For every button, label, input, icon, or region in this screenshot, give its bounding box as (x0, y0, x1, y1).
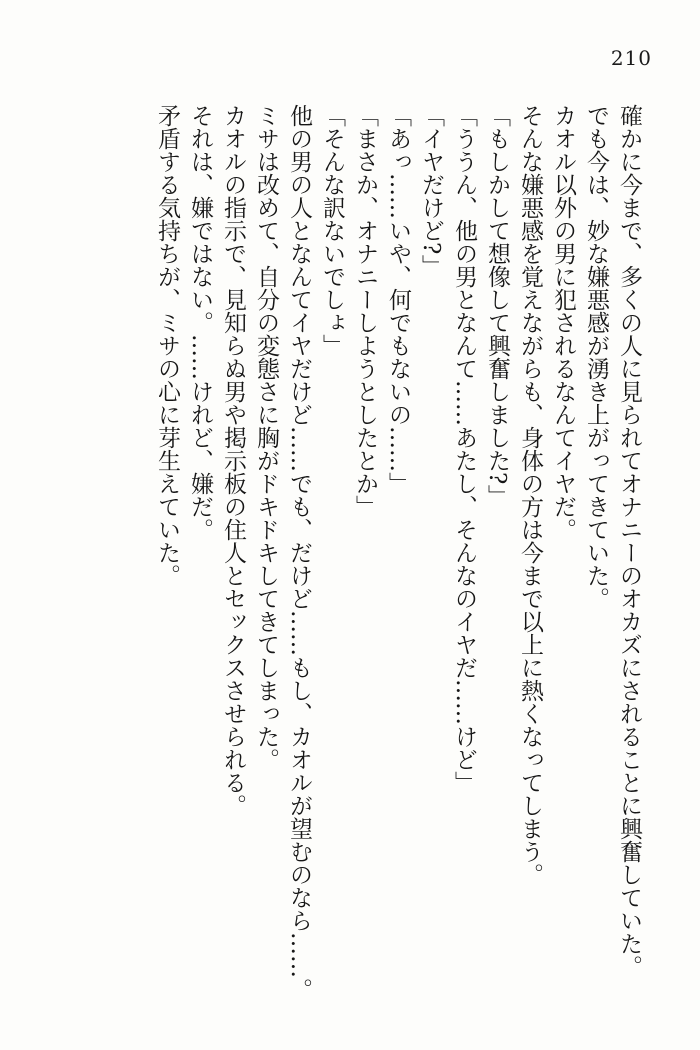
text-column: でも今は、妙な嫌悪感が湧き上がってきていた。 (583, 104, 609, 610)
text-column: 「イヤだけど?」 (418, 104, 444, 278)
text-column: 「あっ……いや、何でもないの……」 (385, 104, 411, 495)
text-column: 確かに今まで、多くの人に見られてオナニーのオカズにされることに興奮していた。 (616, 104, 642, 978)
text-column: 「そんな訳ないでしょ」 (319, 104, 345, 357)
page-number: 210 (610, 46, 652, 70)
text-column: カオル以外の男に犯されるなんてイヤだ。 (550, 104, 576, 541)
text-column: そんな嫌悪感を覚えながらも、身体の方は今まで以上に熱くなってしまう。 (517, 104, 543, 886)
text-column: 「もしかして想像して興奮しました?」 (484, 104, 510, 508)
text-column: それは、嫌ではない。……けれど、嫌だ。 (187, 104, 213, 541)
text-column: 「ううん、他の男となんて……あたし、そんなのイヤだ……けど」 (451, 104, 477, 794)
text-column: ミサは改めて、自分の変態さに胸がドキドキしてきてしまった。 (253, 104, 279, 771)
text-column: 他の男の人となんてイヤだけど……でも、だけど……もし、カオルが望むのなら……。 (286, 104, 312, 1001)
text-column: 矛盾する気持ちが、ミサの心に芽生えていた。 (154, 104, 180, 587)
text-block (145, 104, 645, 1024)
text-column: カオルの指示で、見知らぬ男や掲示板の住人とセックスさせられる。 (220, 104, 246, 817)
text-column: 「まさか、オナニーしようとしたとか」 (352, 104, 378, 518)
